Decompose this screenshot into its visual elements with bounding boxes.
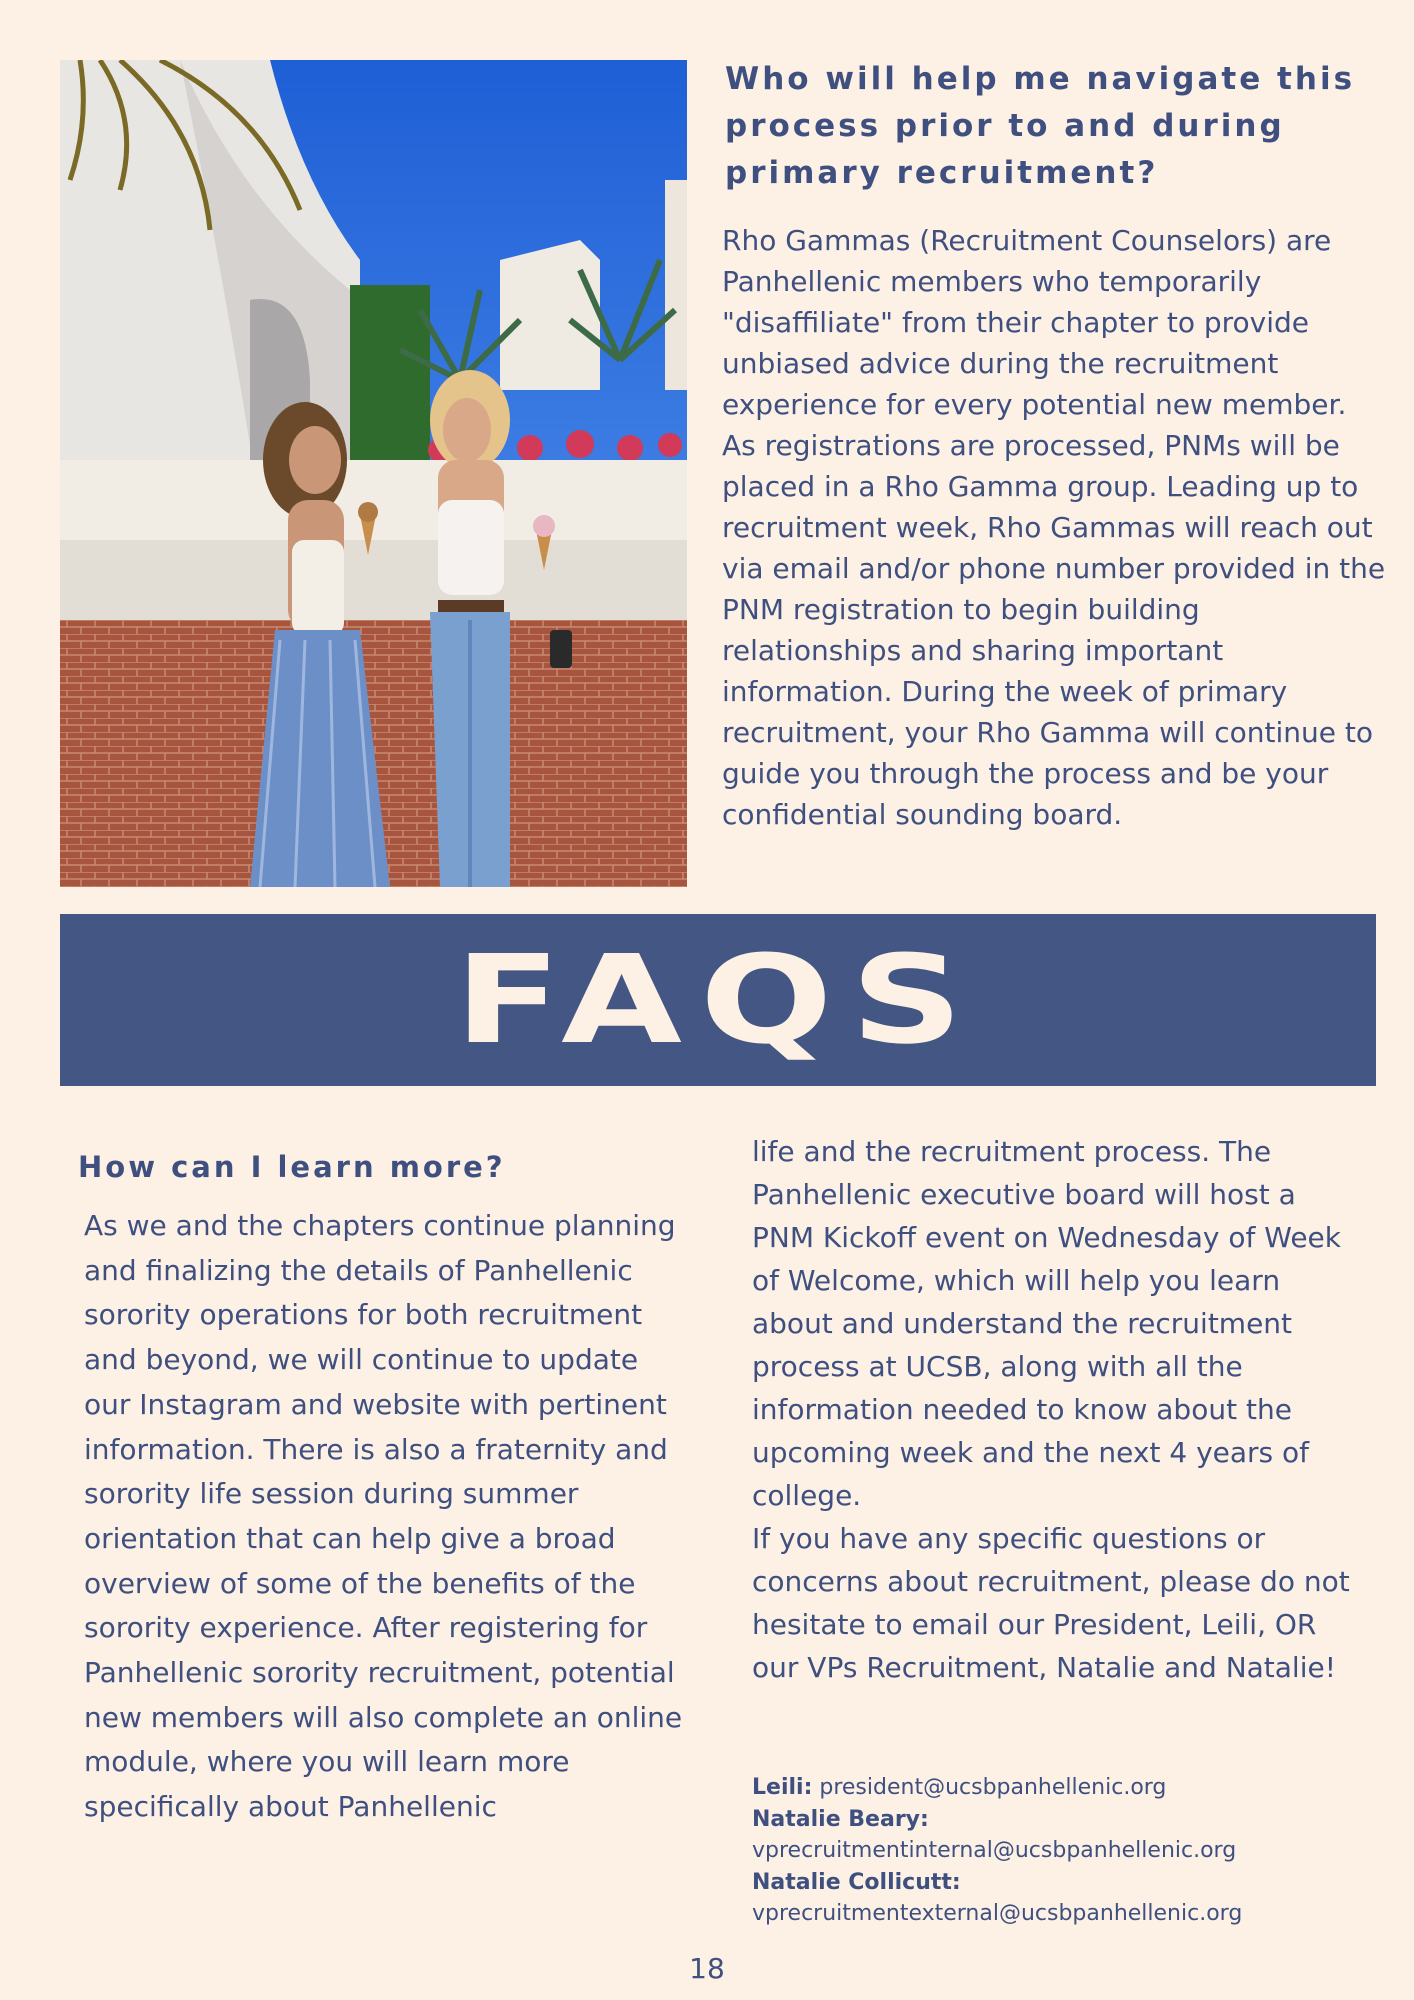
answer-learn-more-left-column: As we and the chapters continue planning and finalizing the details of Panhellenic sorority operations for both recruitment and beyond, we will continue to update our Instagram and website with pertinent information. There is also a fraternity and sorority life session during summer orientation that can help give a broad overview of some of the benefits of the sorority experience. After registering for Panhellenic sorority recruitment, potential new members will also complete an online module, where you will learn more specifically about Panhellenic [84,1209,683,1824]
answer-right-paragraph-2: If you have any specific questions or concerns about recruitment, please do not hesitate to email our President, Leili, OR our VPs Recruitment, Natalie and Natalie! [752,1522,1350,1684]
contact-email-link[interactable]: vprecruitmentexternal@ucsbpanhellenic.org [752,1901,1243,1926]
contact-name: Natalie Collicutt: [752,1869,961,1895]
faqs-banner [60,914,1376,1086]
contact-name: Leili: [752,1775,813,1800]
contact-natalie-collicutt-email [752,1898,1372,1930]
contact-natalie-collicutt-name [752,1867,1372,1899]
contact-name: Natalie Beary: [752,1806,929,1832]
question-heading-navigate: Who will help me navigate this process prior to and during primary recruitment? [725,61,1356,191]
question-heading-learn-more: How can I learn more? [78,1150,506,1184]
contact-list [752,1772,1372,1930]
page-number: 18 [689,1952,725,1985]
contact-email-link[interactable]: president@ucsbpanhellenic.org [819,1775,1167,1800]
contact-natalie-beary-name [752,1804,1372,1836]
answer-learn-more-right-column [752,1130,1352,1689]
faqs-banner-title: FAQS [454,929,982,1071]
contact-natalie-beary-email [752,1835,1372,1867]
answer-rho-gammas: Rho Gammas (Recruitment Counselors) are Panhellenic members who temporarily "disaffiliate" from their chapter to provide unbiased advice during the recruitment experience for every potential new member. As registrations are processed, PNMs will be placed in a Rho Gamma group. Leading up to recruitment week, Rho Gammas will reach out via email and/or phone number provided in the PNM registration to begin building relationships and sharing important information. During the week of primary recruitment, your Rho Gamma will continue to guide you through the process and be your confidential sounding board. [722,224,1386,831]
contact-email-link[interactable]: vprecruitmentinternal@ucsbpanhellenic.org [752,1838,1237,1863]
photo-two-women-ice-cream [60,60,687,887]
contact-leili [752,1772,1372,1804]
answer-right-paragraph-1: life and the recruitment process. The Panhellenic executive board will host a PNM Kickoff event on Wednesday of Week of Welcome, which will help you learn about and understand the recruitment process at UCSB, along with all the information needed to know about the upcoming week and the next 4 years of college. [752,1135,1341,1512]
